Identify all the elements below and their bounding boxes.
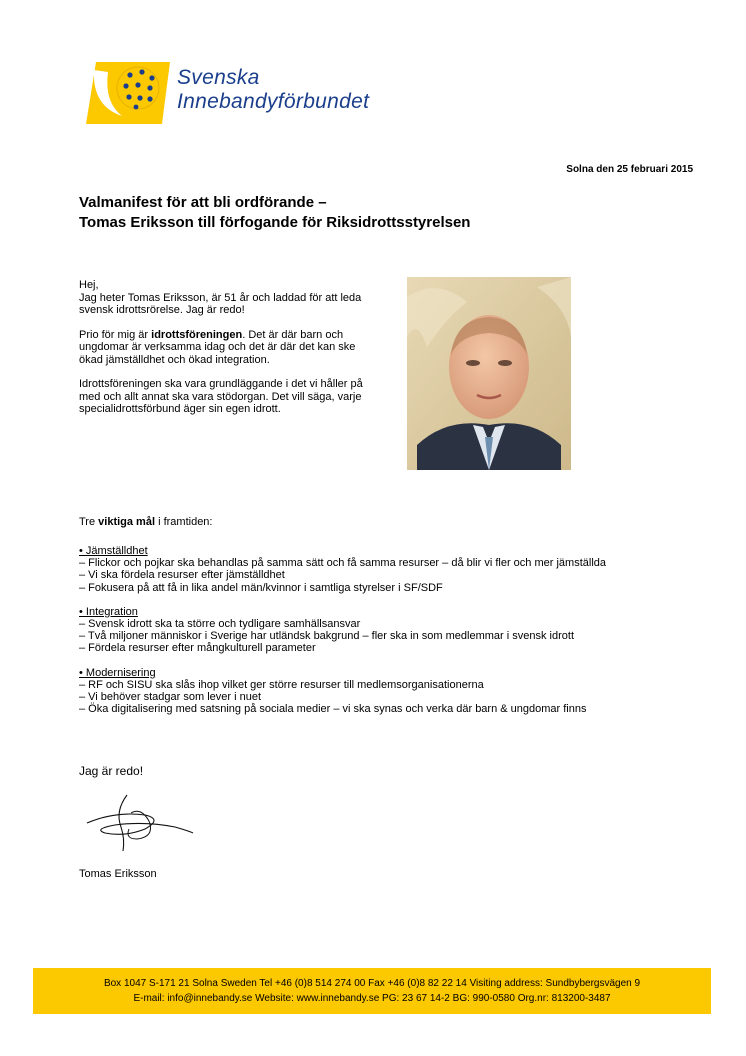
portrait-photo [407, 277, 571, 470]
list-item: – Två miljoner människor i Sverige har utländsk bakgrund – fler ska in som medlemmar i svensk idrott [79, 630, 574, 643]
intro-text [79, 279, 369, 428]
section-modernisering [79, 667, 719, 716]
goals-before: Tre [79, 516, 99, 528]
section-heading: • Jämställdhet [79, 545, 148, 557]
section-heading: • Integration [79, 605, 138, 618]
p2-bold: idrottsföreningen [151, 328, 243, 341]
signature-icon [85, 793, 195, 855]
list-item: – Svensk idrott ska ta större och tydligare samhällsansvar [79, 618, 361, 631]
goals-after: i framtiden: [155, 516, 213, 528]
floorball-logo-icon [82, 58, 172, 128]
intro-paragraph-3: Idrottsföreningen ska vara grundläggande i det vi håller på med och allt annat ska vara stödorgan. Det vill säga, varje specialidrottsförbund äger sin egen idrott. [79, 378, 363, 415]
section-heading: • Modernisering [79, 666, 156, 679]
footer-bar [33, 968, 711, 1014]
greeting: Hej, [79, 279, 99, 291]
list-item: – Fokusera på att få in lika andel män/kvinnor i samtliga styrelser i SF/SDF [79, 581, 443, 594]
goals-intro [79, 516, 212, 528]
logo-wordmark [177, 66, 369, 114]
intro-paragraph-2 [79, 329, 369, 367]
p2-before: Prio för mig är [79, 328, 152, 341]
list-item: – Vi ska fördela resurser efter jämställdhet [79, 569, 285, 582]
section-jamstalldhet [79, 545, 719, 594]
list-item: – Öka digitalisering med satsning på sociala medier – vi ska synas och verka där barn & ungdomar finns [79, 703, 587, 716]
footer-contact: E-mail: info@innebandy.se Website: www.innebandy.se PG: 23 67 14-2 BG: 990-0580 Org.nr: 813200-3487 [133, 993, 611, 1004]
logo-line-1: Svenska [177, 66, 260, 89]
intro-paragraph-1 [79, 279, 369, 317]
list-item: – Flickor och pojkar ska behandlas på samma sätt och få samma resurser – då blir vi fler och mer jämställda [79, 557, 606, 570]
intro-sentence: Jag heter Tomas Eriksson, är 51 år och laddad för att leda svensk idrottsrörelse. Jag är redo! [79, 291, 362, 316]
section-integration [79, 606, 719, 655]
list-item: – Fördela resurser efter mångkulturell parameter [79, 642, 316, 655]
title-line-2: Tomas Eriksson till förfogande för Riksidrottsstyrelsen [79, 214, 471, 231]
p2-after: . Det är där barn och ungdomar är verksamma idag och det är där det kan ske ökad jämställdhet och ökad integration. [79, 328, 356, 366]
title-line-1: Valmanifest för att bli ordförande – [79, 194, 327, 211]
footer-address: Box 1047 S-171 21 Solna Sweden Tel +46 (0)8 514 274 00 Fax +46 (0)8 82 22 14 Visiting address: Sundbybergsvägen 9 [103, 978, 641, 989]
list-item: – RF och SISU ska slås ihop vilket ger större resurser till medlemsorganisationerna [79, 678, 484, 691]
logo-line-2: Innebandyförbundet [177, 90, 370, 113]
document-title [79, 193, 470, 233]
closing-line: Jag är redo! [79, 764, 144, 778]
signer-name: Tomas Eriksson [79, 868, 157, 880]
goals-bold: viktiga mål [98, 516, 156, 528]
federation-logo [82, 58, 412, 128]
letter-date: Solna den 25 februari 2015 [566, 164, 693, 175]
goal-sections [79, 545, 719, 727]
list-item: – Vi behöver stadgar som lever i nuet [79, 691, 262, 704]
